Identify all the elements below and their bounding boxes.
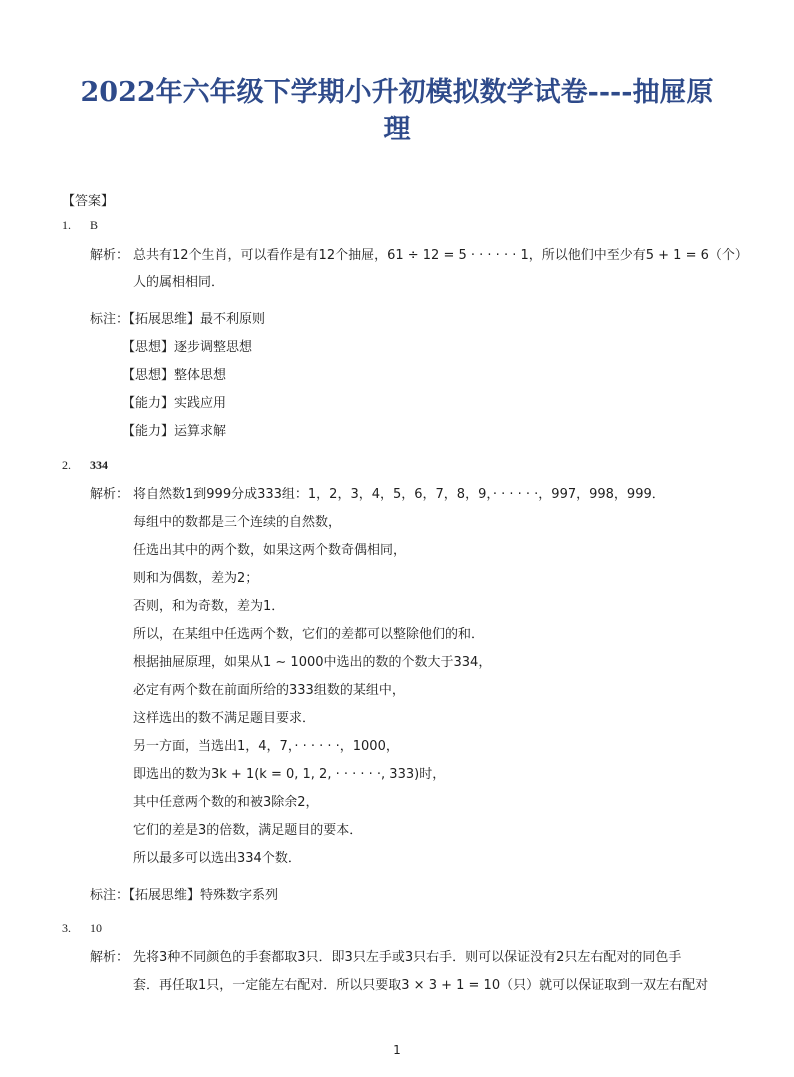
- title-line-2: 理: [383, 114, 411, 145]
- analysis-line: 套．再任取1只，一定能左右配对．所以只要取3 × 3 + 1 = 10（只）就可以保证取到一双左右配对: [133, 978, 709, 993]
- tag-item: 【思想】整体思想: [122, 368, 227, 383]
- analysis-line: 将自然数1到999分成333组：1，2，3，4，5，6，7，8，9，· · · · · ·，997，998，999．: [133, 487, 665, 502]
- question-1-tags-label: 标注：: [90, 312, 130, 327]
- analysis-line: 先将3种不同颜色的手套都取3只．即3只左手或3只右手．则可以保证没有2只左右配对的同色手: [133, 950, 682, 965]
- analysis-line: 这样选出的数不满足题目要求．: [133, 711, 316, 726]
- document-title: [60, 74, 734, 148]
- analysis-line: 则和为偶数，差为2；: [133, 571, 259, 586]
- question-1-analysis-label: 解析：: [90, 248, 130, 263]
- tag-item: 【能力】运算求解: [122, 424, 227, 439]
- analysis-line: 否则，和为奇数，差为1．: [133, 599, 285, 614]
- tag-item: 【思想】逐步调整思想: [122, 340, 253, 355]
- analysis-line: 任选出其中的两个数，如果这两个数奇偶相同，: [133, 543, 407, 558]
- analysis-line: 其中任意两个数的和被3除余2，: [133, 795, 319, 810]
- analysis-line: 所以最多可以选出334个数．: [133, 851, 301, 866]
- tag-item: 【拓展思维】最不利原则: [122, 312, 266, 327]
- analysis-line: 即选出的数为3k + 1(k = 0, 1, 2, · · · · · ·, 333)时，: [133, 767, 446, 782]
- analysis-line: 根据抽屉原理，如果从1 ∼ 1000中选出的数的个数大于334，: [133, 655, 492, 670]
- answer-header: 【答案】: [62, 194, 115, 209]
- analysis-line: 所以，在某组中任选两个数，它们的差都可以整除他们的和．: [133, 627, 485, 642]
- analysis-line: 每组中的数都是三个连续的自然数，: [133, 515, 342, 530]
- question-1-number: 1.: [62, 218, 71, 232]
- tag-item: 【能力】实践应用: [122, 396, 227, 411]
- analysis-line: 人的属相相同．: [133, 275, 225, 290]
- question-3-analysis-label: 解析：: [90, 950, 130, 965]
- question-1-answer: B: [90, 218, 99, 232]
- title-line-1: 2022年六年级下学期小升初模拟数学试卷----抽屉原: [80, 77, 714, 108]
- question-3-answer: 10: [90, 921, 102, 935]
- page-number: 1: [393, 1043, 401, 1057]
- analysis-line: 另一方面，当选出1，4，7，· · · · · ·，1000，: [133, 739, 399, 754]
- question-2-tags-label: 标注：: [90, 888, 130, 903]
- question-3-number: 3.: [62, 921, 71, 935]
- analysis-line: 必定有两个数在前面所给的333组数的某组中，: [133, 683, 405, 698]
- tag-item: 【拓展思维】特殊数字系列: [122, 888, 279, 903]
- analysis-line: 总共有12个生肖，可以看作是有12个抽屉，61 ÷ 12 = 5 · · · · · · 1，所以他们中至少有5 + 1 = 6（个）: [133, 248, 748, 263]
- question-2-analysis-label: 解析：: [90, 487, 130, 502]
- question-2-number: 2.: [62, 458, 71, 472]
- analysis-line: 它们的差是3的倍数，满足题目的要本．: [133, 823, 363, 838]
- question-2-answer: 334: [90, 458, 108, 472]
